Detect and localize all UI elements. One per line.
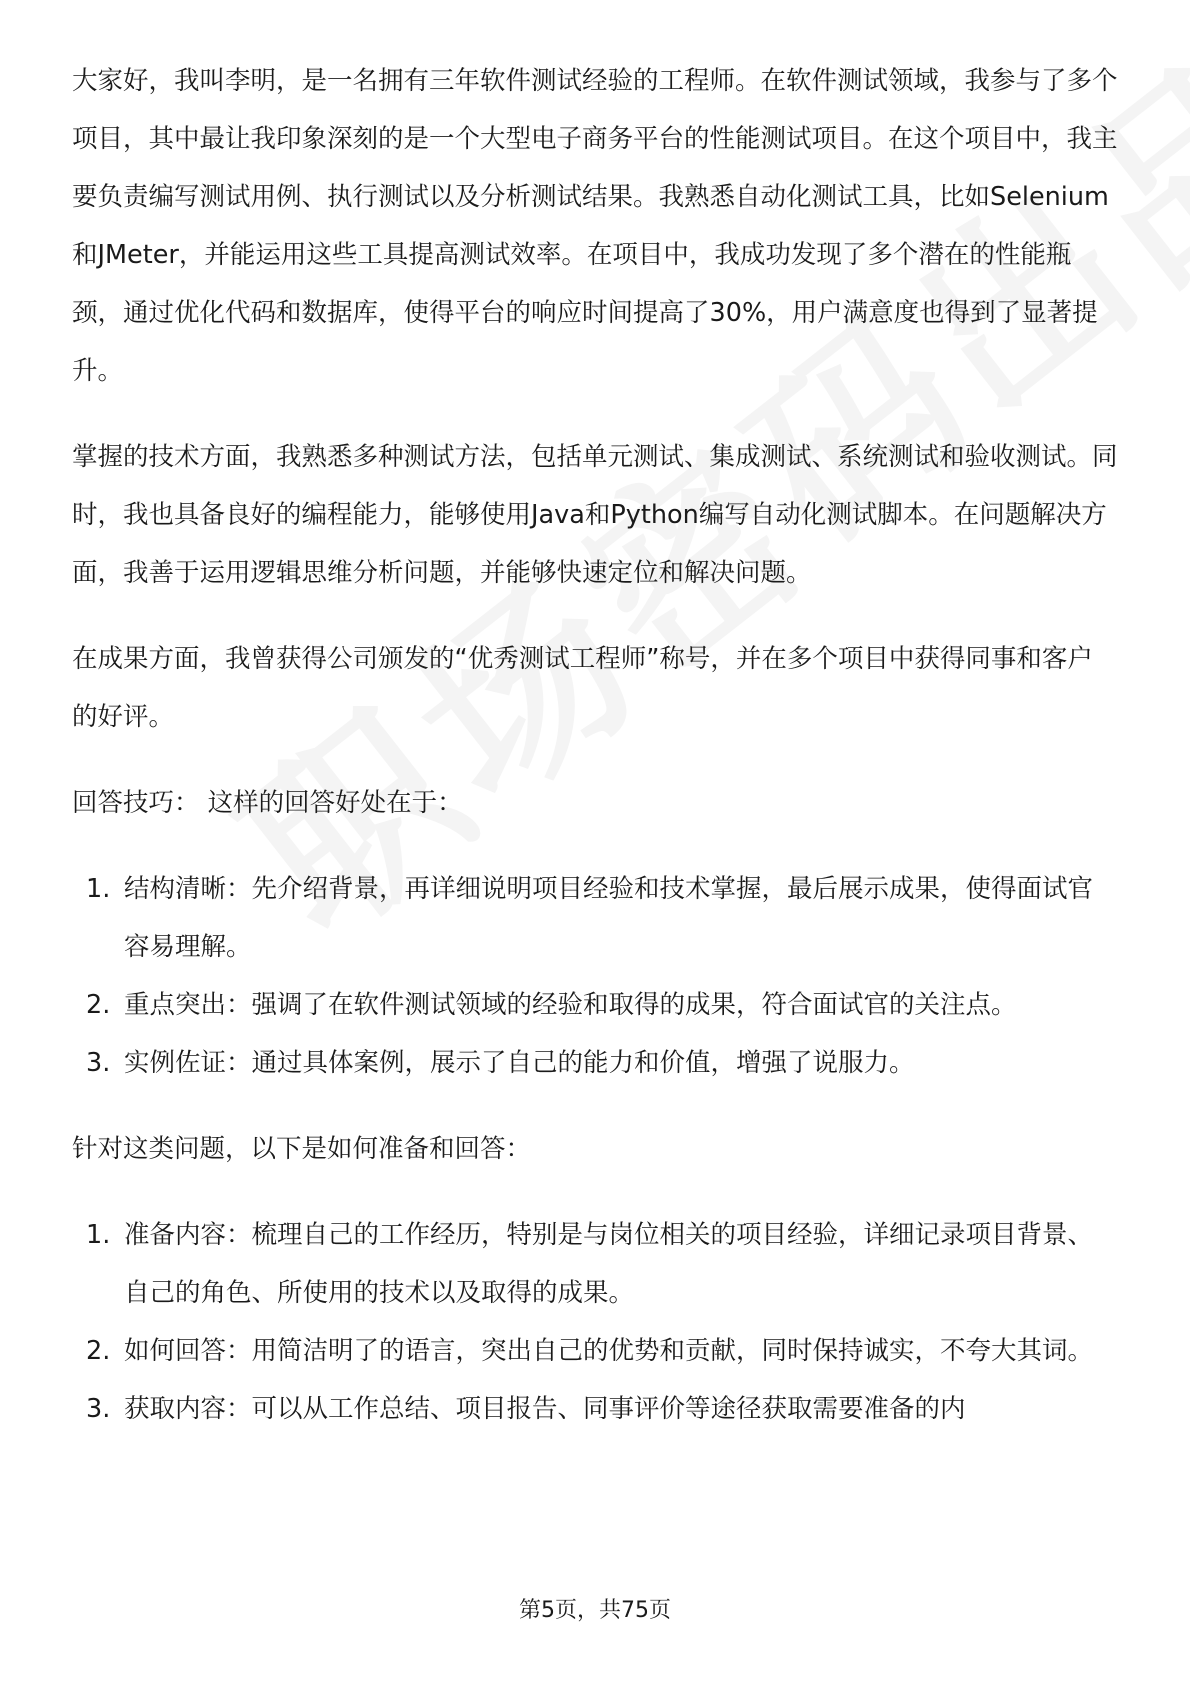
list-item	[72, 976, 1118, 1034]
list-item	[72, 1380, 1118, 1438]
list-number: 2.	[86, 1336, 111, 1366]
page-footer	[0, 1596, 1190, 1626]
list-item	[72, 1206, 1118, 1322]
list-number: 3.	[86, 1048, 111, 1078]
document-body	[72, 52, 1118, 1466]
list-number: 1.	[86, 1220, 111, 1250]
list-item	[72, 860, 1118, 976]
prep-list	[72, 1206, 1118, 1438]
list-text: 获取内容：可以从工作总结、项目报告、同事评价等途径获取需要准备的内	[124, 1394, 966, 1424]
page-number: 第5页，共75页	[519, 1598, 671, 1623]
list-text: 准备内容：梳理自己的工作经历，特别是与岗位相关的项目经验，详细记录项目背景、自己的角色、所使用的技术以及取得的成果。	[124, 1220, 1094, 1308]
list-text: 结构清晰：先介绍背景，再详细说明项目经验和技术掌握，最后展示成果，使得面试官容易理解。	[124, 874, 1094, 962]
list-text: 实例佐证：通过具体案例，展示了自己的能力和价值，增强了说服力。	[124, 1048, 915, 1078]
list-text: 如何回答：用简洁明了的语言，突出自己的优势和贡献，同时保持诚实，不夸大其词。	[124, 1336, 1094, 1366]
list-number: 3.	[86, 1394, 111, 1424]
list-text: 重点突出：强调了在软件测试领域的经验和取得的成果，符合面试官的关注点。	[124, 990, 1017, 1020]
list-item	[72, 1034, 1118, 1092]
achievements-paragraph: 在成果方面，我曾获得公司颁发的“优秀测试工程师”称号，并在多个项目中获得同事和客户的好评。	[72, 644, 1093, 732]
list-item	[72, 1322, 1118, 1380]
list-number: 1.	[86, 874, 111, 904]
prep-heading: 针对这类问题，以下是如何准备和回答：	[72, 1134, 532, 1164]
skills-paragraph: 掌握的技术方面，我熟悉多种测试方法，包括单元测试、集成测试、系统测试和验收测试。同时，我也具备良好的编程能力，能够使用Java和Python编写自动化测试脚本。在问题解决方面，我善于运用逻辑思维分析问题，并能够快速定位和解决问题。	[72, 442, 1118, 588]
tips-list	[72, 860, 1118, 1092]
intro-paragraph: 大家好，我叫李明，是一名拥有三年软件测试经验的工程师。在软件测试领域，我参与了多个项目，其中最让我印象深刻的是一个大型电子商务平台的性能测试项目。在这个项目中，我主要负责编写测试用例、执行测试以及分析测试结果。我熟悉自动化测试工具，比如Selenium和JMeter，并能运用这些工具提高测试效率。在项目中，我成功发现了多个潜在的性能瓶颈，通过优化代码和数据库，使得平台的响应时间提高了30%，用户满意度也得到了显著提升。	[72, 66, 1118, 386]
list-number: 2.	[86, 990, 111, 1020]
tips-heading: 回答技巧： 这样的回答好处在于：	[72, 788, 463, 818]
